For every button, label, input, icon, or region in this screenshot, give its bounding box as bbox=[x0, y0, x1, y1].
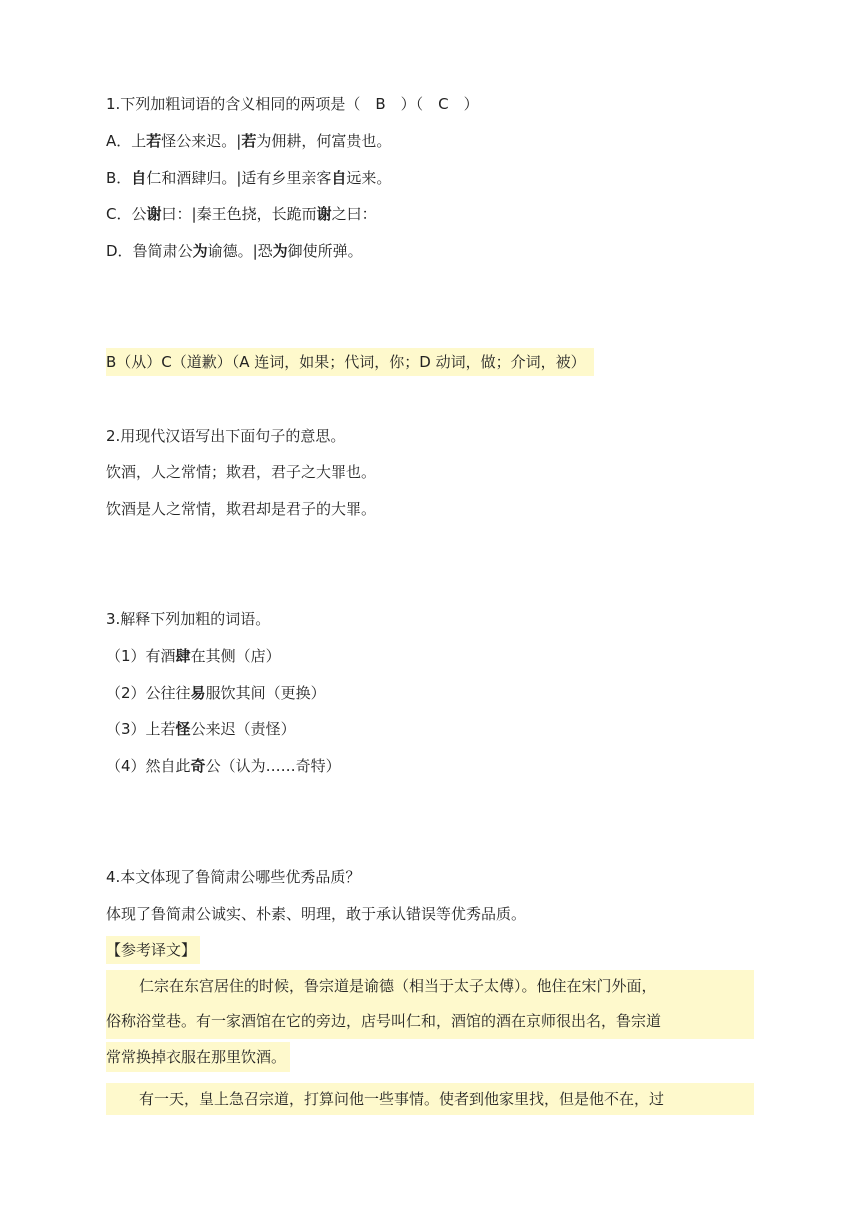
q3-item-3 bbox=[106, 719, 296, 739]
translation-paragraph-1 bbox=[106, 970, 754, 1075]
q2-answer: 饮酒是人之常情，欺君却是君子的大罪。 bbox=[106, 500, 377, 518]
bold-word: 为 bbox=[272, 242, 288, 260]
translation-heading bbox=[106, 936, 200, 964]
q1-option-c bbox=[106, 204, 377, 224]
q3-item-2 bbox=[106, 683, 326, 703]
option-text: 鲁简肃公 bbox=[132, 242, 193, 260]
bold-word: 怪 bbox=[175, 720, 191, 738]
item-text: （4）然自此 bbox=[106, 757, 191, 775]
option-text: 上 bbox=[131, 132, 147, 150]
q3-stem: 3.解释下列加粗的词语。 bbox=[106, 610, 271, 628]
option-text: 仁和酒肆归。|适有乡里亲客 bbox=[146, 169, 332, 187]
option-label: C． bbox=[106, 205, 132, 223]
paragraph-line bbox=[106, 1003, 754, 1039]
option-label: B． bbox=[106, 169, 132, 187]
item-text: （1）有酒 bbox=[106, 647, 176, 665]
bold-word: 为 bbox=[192, 242, 208, 260]
item-text: （3）上若 bbox=[106, 720, 176, 738]
bold-word: 易 bbox=[190, 684, 206, 702]
q2-sentence: 饮酒，人之常情；欺君，君子之大罪也。 bbox=[106, 463, 377, 481]
bold-word: 奇 bbox=[190, 757, 206, 775]
q4-answer: 体现了鲁简肃公诚实、朴素、明理，敢于承认错误等优秀品质。 bbox=[106, 905, 527, 923]
option-text: 曰：|秦王色挠，长跪而 bbox=[161, 205, 317, 223]
q1-option-d bbox=[106, 241, 363, 261]
q3-item-1 bbox=[106, 646, 281, 666]
q1-stem: 1.下列加粗词语的含义相同的两项是（ B ）（ C ） bbox=[106, 95, 479, 113]
item-text: 公（认为……奇特） bbox=[205, 757, 341, 775]
bold-word: 谢 bbox=[316, 205, 332, 223]
q1-option-b bbox=[106, 168, 391, 188]
option-text: 怪公来迟。| bbox=[161, 132, 242, 150]
q1-option-a bbox=[106, 131, 391, 151]
paragraph-line-text: 有一天，皇上急召宗道，打算问他一些事情。使者到他家里找，但是他不在，过 bbox=[139, 1090, 665, 1108]
item-text: 公来迟（责怪） bbox=[190, 720, 296, 738]
paragraph-line-text: 仁宗在东宫居住的时候，鲁宗道是谕德（相当于太子太傅）。他住在宋门外面， bbox=[139, 977, 657, 995]
paragraph-line-text: 俗称浴堂巷。有一家酒馆在它的旁边，店号叫仁和，酒馆的酒在京师很出名，鲁宗道 bbox=[106, 1012, 662, 1030]
paragraph-line-text: 常常换掉衣服在那里饮酒。 bbox=[106, 1042, 290, 1072]
bold-word: 自 bbox=[331, 169, 347, 187]
q1-answer-text: B（从）C（道歉）（A 连词，如果；代词，你；D 动词，做；介词，被） bbox=[106, 348, 594, 376]
translation-heading-text: 【参考译文】 bbox=[106, 936, 200, 964]
q4-stem: 4.本文体现了鲁简肃公哪些优秀品质？ bbox=[106, 868, 361, 886]
bold-word: 肆 bbox=[175, 647, 191, 665]
q3-item-4 bbox=[106, 756, 341, 776]
bold-word: 谢 bbox=[146, 205, 162, 223]
q1-answer bbox=[106, 348, 594, 376]
option-text: 御使所弹。 bbox=[287, 242, 363, 260]
bold-word: 若 bbox=[146, 132, 162, 150]
option-text: 公 bbox=[131, 205, 147, 223]
item-text: （2）公往往 bbox=[106, 684, 191, 702]
option-label: A． bbox=[106, 132, 132, 150]
bold-word: 若 bbox=[241, 132, 257, 150]
bold-word: 自 bbox=[131, 169, 147, 187]
option-text: 远来。 bbox=[346, 169, 392, 187]
item-text: 在其侧（店） bbox=[190, 647, 281, 665]
paragraph-line bbox=[106, 1039, 754, 1075]
option-text: 谕德。|恐 bbox=[207, 242, 273, 260]
option-text: 之曰： bbox=[331, 205, 377, 223]
item-text: 服饮其间（更换） bbox=[205, 684, 326, 702]
q2-stem: 2.用现代汉语写出下面句子的意思。 bbox=[106, 427, 346, 445]
option-text: 为佣耕，何富贵也。 bbox=[256, 132, 392, 150]
paragraph-line bbox=[106, 1083, 754, 1115]
translation-paragraph-2 bbox=[106, 1083, 754, 1115]
option-label: D． bbox=[106, 242, 133, 260]
paragraph-line bbox=[106, 970, 754, 1003]
